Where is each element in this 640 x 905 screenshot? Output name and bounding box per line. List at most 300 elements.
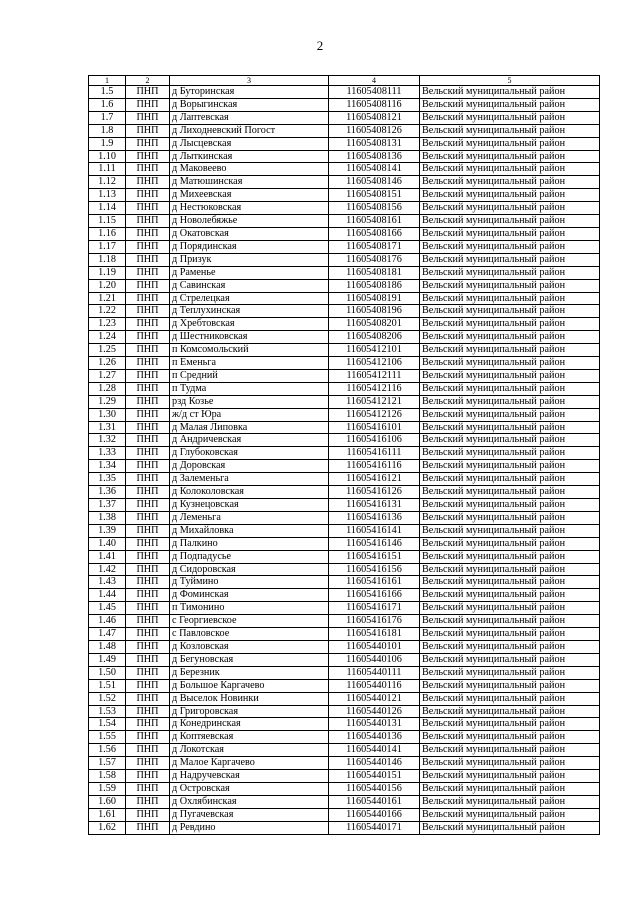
table-row xyxy=(89,576,600,589)
table-row xyxy=(89,808,600,821)
settlement-name: д Раменье xyxy=(170,266,329,279)
oktmo-code: 11605412126 xyxy=(329,408,420,421)
row-number: 1.18 xyxy=(89,253,126,266)
settlement-name: д Малое Каргачево xyxy=(170,757,329,770)
settlement-type: ПНП xyxy=(126,382,170,395)
table-row xyxy=(89,782,600,795)
oktmo-code: 11605416181 xyxy=(329,628,420,641)
oktmo-code: 11605440126 xyxy=(329,705,420,718)
district-name: Вельский муниципальный район xyxy=(420,305,600,318)
oktmo-code: 11605440151 xyxy=(329,770,420,783)
row-number: 1.51 xyxy=(89,679,126,692)
row-number: 1.55 xyxy=(89,731,126,744)
row-number: 1.43 xyxy=(89,576,126,589)
district-name: Вельский муниципальный район xyxy=(420,447,600,460)
table-row xyxy=(89,318,600,331)
district-name: Вельский муниципальный район xyxy=(420,524,600,537)
oktmo-code: 11605416111 xyxy=(329,447,420,460)
settlement-type: ПНП xyxy=(126,770,170,783)
oktmo-code: 11605416156 xyxy=(329,563,420,576)
column-header: 2 xyxy=(126,76,170,86)
settlement-name: д Выселок Новинки xyxy=(170,692,329,705)
table-row xyxy=(89,202,600,215)
district-name: Вельский муниципальный район xyxy=(420,279,600,292)
settlement-name: д Лаптевская xyxy=(170,111,329,124)
table-row xyxy=(89,744,600,757)
settlement-name: д Березник xyxy=(170,666,329,679)
row-number: 1.11 xyxy=(89,163,126,176)
settlement-name: с Павловское xyxy=(170,628,329,641)
settlement-type: ПНП xyxy=(126,602,170,615)
table-row xyxy=(89,486,600,499)
table-row xyxy=(89,718,600,731)
district-name: Вельский муниципальный район xyxy=(420,731,600,744)
settlement-type: ПНП xyxy=(126,227,170,240)
district-name: Вельский муниципальный район xyxy=(420,499,600,512)
row-number: 1.53 xyxy=(89,705,126,718)
settlement-name: д Окатовская xyxy=(170,227,329,240)
table-row xyxy=(89,266,600,279)
oktmo-code: 11605408161 xyxy=(329,215,420,228)
settlement-name: д Маковеево xyxy=(170,163,329,176)
table-row xyxy=(89,421,600,434)
settlement-name: д Лысцевская xyxy=(170,137,329,150)
table-row xyxy=(89,150,600,163)
settlement-type: ПНП xyxy=(126,537,170,550)
settlement-name: рзд Козье xyxy=(170,395,329,408)
district-name: Вельский муниципальный район xyxy=(420,240,600,253)
oktmo-code: 11605416136 xyxy=(329,511,420,524)
settlement-type: ПНП xyxy=(126,589,170,602)
district-name: Вельский муниципальный район xyxy=(420,357,600,370)
oktmo-code: 11605440141 xyxy=(329,744,420,757)
settlement-type: ПНП xyxy=(126,615,170,628)
settlement-name: д Призук xyxy=(170,253,329,266)
oktmo-code: 11605416106 xyxy=(329,434,420,447)
oktmo-code: 11605412116 xyxy=(329,382,420,395)
settlement-type: ПНП xyxy=(126,292,170,305)
settlement-type: ПНП xyxy=(126,511,170,524)
district-name: Вельский муниципальный район xyxy=(420,111,600,124)
settlement-name: д Савинская xyxy=(170,279,329,292)
district-name: Вельский муниципальный район xyxy=(420,757,600,770)
settlement-type: ПНП xyxy=(126,98,170,111)
settlement-type: ПНП xyxy=(126,640,170,653)
row-number: 1.57 xyxy=(89,757,126,770)
oktmo-code: 11605412106 xyxy=(329,357,420,370)
district-name: Вельский муниципальный район xyxy=(420,744,600,757)
settlement-type: ПНП xyxy=(126,795,170,808)
district-name: Вельский муниципальный район xyxy=(420,215,600,228)
district-name: Вельский муниципальный район xyxy=(420,821,600,834)
table-row xyxy=(89,537,600,550)
settlement-name: д Михеевская xyxy=(170,189,329,202)
row-number: 1.28 xyxy=(89,382,126,395)
settlement-type: ПНП xyxy=(126,447,170,460)
table-row xyxy=(89,473,600,486)
table-row xyxy=(89,357,600,370)
district-name: Вельский муниципальный район xyxy=(420,227,600,240)
settlement-type: ПНП xyxy=(126,408,170,421)
settlement-type: ПНП xyxy=(126,576,170,589)
oktmo-code: 11605440166 xyxy=(329,808,420,821)
oktmo-code: 11605440146 xyxy=(329,757,420,770)
row-number: 1.17 xyxy=(89,240,126,253)
oktmo-code: 11605440101 xyxy=(329,640,420,653)
row-number: 1.32 xyxy=(89,434,126,447)
settlement-type: ПНП xyxy=(126,253,170,266)
settlement-name: д Лиходневский Погост xyxy=(170,124,329,137)
district-name: Вельский муниципальный район xyxy=(420,266,600,279)
row-number: 1.50 xyxy=(89,666,126,679)
row-number: 1.60 xyxy=(89,795,126,808)
row-number: 1.59 xyxy=(89,782,126,795)
settlement-name: д Григоровская xyxy=(170,705,329,718)
table-row xyxy=(89,189,600,202)
row-number: 1.25 xyxy=(89,344,126,357)
table-row xyxy=(89,279,600,292)
table-row xyxy=(89,240,600,253)
row-number: 1.21 xyxy=(89,292,126,305)
oktmo-code: 11605416166 xyxy=(329,589,420,602)
settlement-name: д Бегуновская xyxy=(170,653,329,666)
oktmo-code: 11605408201 xyxy=(329,318,420,331)
district-name: Вельский муниципальный район xyxy=(420,795,600,808)
district-name: Вельский муниципальный район xyxy=(420,460,600,473)
district-name: Вельский муниципальный район xyxy=(420,486,600,499)
oktmo-code: 11605408126 xyxy=(329,124,420,137)
row-number: 1.48 xyxy=(89,640,126,653)
settlement-name: д Подпадусье xyxy=(170,550,329,563)
table-row xyxy=(89,615,600,628)
settlement-name: д Новолебяжье xyxy=(170,215,329,228)
column-header: 4 xyxy=(329,76,420,86)
settlement-type: ПНП xyxy=(126,653,170,666)
settlement-type: ПНП xyxy=(126,808,170,821)
table-row xyxy=(89,511,600,524)
table-row xyxy=(89,602,600,615)
oktmo-code: 11605412111 xyxy=(329,369,420,382)
oktmo-code: 11605440136 xyxy=(329,731,420,744)
oktmo-code: 11605408156 xyxy=(329,202,420,215)
settlement-type: ПНП xyxy=(126,163,170,176)
district-name: Вельский муниципальный район xyxy=(420,628,600,641)
settlement-name: д Глубоковская xyxy=(170,447,329,460)
settlement-name: д Палкино xyxy=(170,537,329,550)
district-name: Вельский муниципальный район xyxy=(420,331,600,344)
oktmo-code: 11605408176 xyxy=(329,253,420,266)
settlement-type: ПНП xyxy=(126,524,170,537)
row-number: 1.9 xyxy=(89,137,126,150)
district-name: Вельский муниципальный район xyxy=(420,382,600,395)
oktmo-code: 11605416171 xyxy=(329,602,420,615)
table-row xyxy=(89,227,600,240)
district-name: Вельский муниципальный район xyxy=(420,550,600,563)
settlement-type: ПНП xyxy=(126,124,170,137)
row-number: 1.44 xyxy=(89,589,126,602)
table-row xyxy=(89,111,600,124)
district-name: Вельский муниципальный район xyxy=(420,163,600,176)
settlement-type: ПНП xyxy=(126,434,170,447)
column-header: 1 xyxy=(89,76,126,86)
row-number: 1.42 xyxy=(89,563,126,576)
oktmo-code: 11605440111 xyxy=(329,666,420,679)
oktmo-code: 11605408141 xyxy=(329,163,420,176)
settlement-type: ПНП xyxy=(126,369,170,382)
district-name: Вельский муниципальный район xyxy=(420,98,600,111)
row-number: 1.47 xyxy=(89,628,126,641)
settlement-name: с Георгиевское xyxy=(170,615,329,628)
settlement-name: д Теплухинская xyxy=(170,305,329,318)
column-header: 3 xyxy=(170,76,329,86)
table-row xyxy=(89,628,600,641)
settlement-type: ПНП xyxy=(126,550,170,563)
settlement-name: д Коптяевская xyxy=(170,731,329,744)
oktmo-code: 11605440106 xyxy=(329,653,420,666)
settlement-type: ПНП xyxy=(126,757,170,770)
settlement-name: д Кузнецовская xyxy=(170,499,329,512)
district-name: Вельский муниципальный район xyxy=(420,434,600,447)
registry-table-body xyxy=(89,76,600,835)
table-row xyxy=(89,434,600,447)
settlement-type: ПНП xyxy=(126,202,170,215)
row-number: 1.34 xyxy=(89,460,126,473)
row-number: 1.8 xyxy=(89,124,126,137)
table-row xyxy=(89,666,600,679)
district-name: Вельский муниципальный район xyxy=(420,770,600,783)
settlement-type: ПНП xyxy=(126,731,170,744)
oktmo-code: 11605412101 xyxy=(329,344,420,357)
settlement-name: п Тудма xyxy=(170,382,329,395)
oktmo-code: 11605416176 xyxy=(329,615,420,628)
district-name: Вельский муниципальный район xyxy=(420,124,600,137)
settlement-name: д Ревдино xyxy=(170,821,329,834)
oktmo-code: 11605416121 xyxy=(329,473,420,486)
settlement-name: ж/д ст Юра xyxy=(170,408,329,421)
row-number: 1.24 xyxy=(89,331,126,344)
row-number: 1.56 xyxy=(89,744,126,757)
oktmo-code: 11605408131 xyxy=(329,137,420,150)
table-row xyxy=(89,692,600,705)
district-name: Вельский муниципальный район xyxy=(420,86,600,99)
settlement-type: ПНП xyxy=(126,357,170,370)
district-name: Вельский муниципальный район xyxy=(420,292,600,305)
table-row xyxy=(89,460,600,473)
row-number: 1.52 xyxy=(89,692,126,705)
table-row xyxy=(89,447,600,460)
settlement-name: д Сидоровская xyxy=(170,563,329,576)
settlement-name: д Колоколовская xyxy=(170,486,329,499)
oktmo-code: 11605440116 xyxy=(329,679,420,692)
oktmo-code: 11605440171 xyxy=(329,821,420,834)
district-name: Вельский муниципальный район xyxy=(420,318,600,331)
district-name: Вельский муниципальный район xyxy=(420,615,600,628)
district-name: Вельский муниципальный район xyxy=(420,640,600,653)
settlement-name: д Михайловка xyxy=(170,524,329,537)
table-row xyxy=(89,640,600,653)
row-number: 1.61 xyxy=(89,808,126,821)
table-row xyxy=(89,795,600,808)
row-number: 1.5 xyxy=(89,86,126,99)
oktmo-code: 11605408166 xyxy=(329,227,420,240)
settlement-type: ПНП xyxy=(126,486,170,499)
settlement-name: д Ворыгинская xyxy=(170,98,329,111)
settlement-type: ПНП xyxy=(126,318,170,331)
settlement-type: ПНП xyxy=(126,782,170,795)
table-row xyxy=(89,679,600,692)
settlement-name: д Порядинская xyxy=(170,240,329,253)
table-row xyxy=(89,331,600,344)
row-number: 1.39 xyxy=(89,524,126,537)
table-row xyxy=(89,395,600,408)
row-number: 1.20 xyxy=(89,279,126,292)
settlement-name: д Хребтовская xyxy=(170,318,329,331)
row-number: 1.45 xyxy=(89,602,126,615)
oktmo-code: 11605408146 xyxy=(329,176,420,189)
row-number: 1.15 xyxy=(89,215,126,228)
row-number: 1.31 xyxy=(89,421,126,434)
district-name: Вельский муниципальный район xyxy=(420,653,600,666)
district-name: Вельский муниципальный район xyxy=(420,369,600,382)
table-row xyxy=(89,305,600,318)
table-row xyxy=(89,253,600,266)
oktmo-code: 11605416146 xyxy=(329,537,420,550)
oktmo-code: 11605408181 xyxy=(329,266,420,279)
settlement-name: д Надручевская xyxy=(170,770,329,783)
district-name: Вельский муниципальный район xyxy=(420,176,600,189)
district-name: Вельский муниципальный район xyxy=(420,344,600,357)
settlement-name: д Малая Липовка xyxy=(170,421,329,434)
oktmo-code: 11605416116 xyxy=(329,460,420,473)
settlement-type: ПНП xyxy=(126,331,170,344)
district-name: Вельский муниципальный район xyxy=(420,421,600,434)
district-name: Вельский муниципальный район xyxy=(420,666,600,679)
oktmo-code: 11605416141 xyxy=(329,524,420,537)
oktmo-code: 11605416101 xyxy=(329,421,420,434)
settlement-name: д Конедринская xyxy=(170,718,329,731)
oktmo-code: 11605408206 xyxy=(329,331,420,344)
row-number: 1.62 xyxy=(89,821,126,834)
row-number: 1.16 xyxy=(89,227,126,240)
settlement-type: ПНП xyxy=(126,421,170,434)
row-number: 1.30 xyxy=(89,408,126,421)
district-name: Вельский муниципальный район xyxy=(420,782,600,795)
settlement-type: ПНП xyxy=(126,821,170,834)
table-row xyxy=(89,770,600,783)
oktmo-code: 11605408171 xyxy=(329,240,420,253)
row-number: 1.54 xyxy=(89,718,126,731)
district-name: Вельский муниципальный район xyxy=(420,253,600,266)
table-row xyxy=(89,137,600,150)
district-name: Вельский муниципальный район xyxy=(420,189,600,202)
district-name: Вельский муниципальный район xyxy=(420,563,600,576)
settlement-type: ПНП xyxy=(126,692,170,705)
district-name: Вельский муниципальный район xyxy=(420,473,600,486)
settlement-type: ПНП xyxy=(126,499,170,512)
settlement-name: п Средний xyxy=(170,369,329,382)
table-row xyxy=(89,369,600,382)
settlement-name: д Пугачевская xyxy=(170,808,329,821)
settlement-type: ПНП xyxy=(126,473,170,486)
row-number: 1.40 xyxy=(89,537,126,550)
district-name: Вельский муниципальный район xyxy=(420,150,600,163)
settlement-name: д Матюшинская xyxy=(170,176,329,189)
settlement-name: д Фоминская xyxy=(170,589,329,602)
oktmo-code: 11605416126 xyxy=(329,486,420,499)
district-name: Вельский муниципальный район xyxy=(420,137,600,150)
settlement-name: д Буторинская xyxy=(170,86,329,99)
row-number: 1.33 xyxy=(89,447,126,460)
oktmo-code: 11605440131 xyxy=(329,718,420,731)
row-number: 1.58 xyxy=(89,770,126,783)
district-name: Вельский муниципальный район xyxy=(420,576,600,589)
settlement-type: ПНП xyxy=(126,718,170,731)
settlement-type: ПНП xyxy=(126,305,170,318)
oktmo-code: 11605416151 xyxy=(329,550,420,563)
row-number: 1.49 xyxy=(89,653,126,666)
district-name: Вельский муниципальный район xyxy=(420,511,600,524)
table-row xyxy=(89,176,600,189)
settlement-name: п Тимонино xyxy=(170,602,329,615)
registry-table xyxy=(88,75,600,835)
district-name: Вельский муниципальный район xyxy=(420,679,600,692)
row-number: 1.26 xyxy=(89,357,126,370)
settlement-type: ПНП xyxy=(126,705,170,718)
row-number: 1.13 xyxy=(89,189,126,202)
district-name: Вельский муниципальный район xyxy=(420,808,600,821)
settlement-type: ПНП xyxy=(126,215,170,228)
settlement-name: д Охлябинская xyxy=(170,795,329,808)
district-name: Вельский муниципальный район xyxy=(420,408,600,421)
settlement-name: д Доровская xyxy=(170,460,329,473)
oktmo-code: 11605408111 xyxy=(329,86,420,99)
settlement-name: д Локотская xyxy=(170,744,329,757)
settlement-type: ПНП xyxy=(126,395,170,408)
row-number: 1.46 xyxy=(89,615,126,628)
row-number: 1.12 xyxy=(89,176,126,189)
table-row xyxy=(89,499,600,512)
oktmo-code: 11605416131 xyxy=(329,499,420,512)
oktmo-code: 11605408121 xyxy=(329,111,420,124)
table-row xyxy=(89,163,600,176)
district-name: Вельский муниципальный район xyxy=(420,537,600,550)
row-number: 1.19 xyxy=(89,266,126,279)
settlement-type: ПНП xyxy=(126,279,170,292)
row-number: 1.14 xyxy=(89,202,126,215)
settlement-name: д Залеменьга xyxy=(170,473,329,486)
table-row xyxy=(89,550,600,563)
row-number: 1.6 xyxy=(89,98,126,111)
settlement-name: д Большое Каргачево xyxy=(170,679,329,692)
table-row xyxy=(89,124,600,137)
row-number: 1.22 xyxy=(89,305,126,318)
row-number: 1.29 xyxy=(89,395,126,408)
settlement-type: ПНП xyxy=(126,150,170,163)
table-row xyxy=(89,563,600,576)
table-row xyxy=(89,821,600,834)
table-row xyxy=(89,653,600,666)
oktmo-code: 11605408186 xyxy=(329,279,420,292)
oktmo-code: 11605408136 xyxy=(329,150,420,163)
row-number: 1.37 xyxy=(89,499,126,512)
district-name: Вельский муниципальный район xyxy=(420,395,600,408)
settlement-type: ПНП xyxy=(126,86,170,99)
table-row xyxy=(89,731,600,744)
settlement-name: д Нестюковская xyxy=(170,202,329,215)
row-number: 1.7 xyxy=(89,111,126,124)
settlement-name: д Стрелецкая xyxy=(170,292,329,305)
settlement-type: ПНП xyxy=(126,240,170,253)
